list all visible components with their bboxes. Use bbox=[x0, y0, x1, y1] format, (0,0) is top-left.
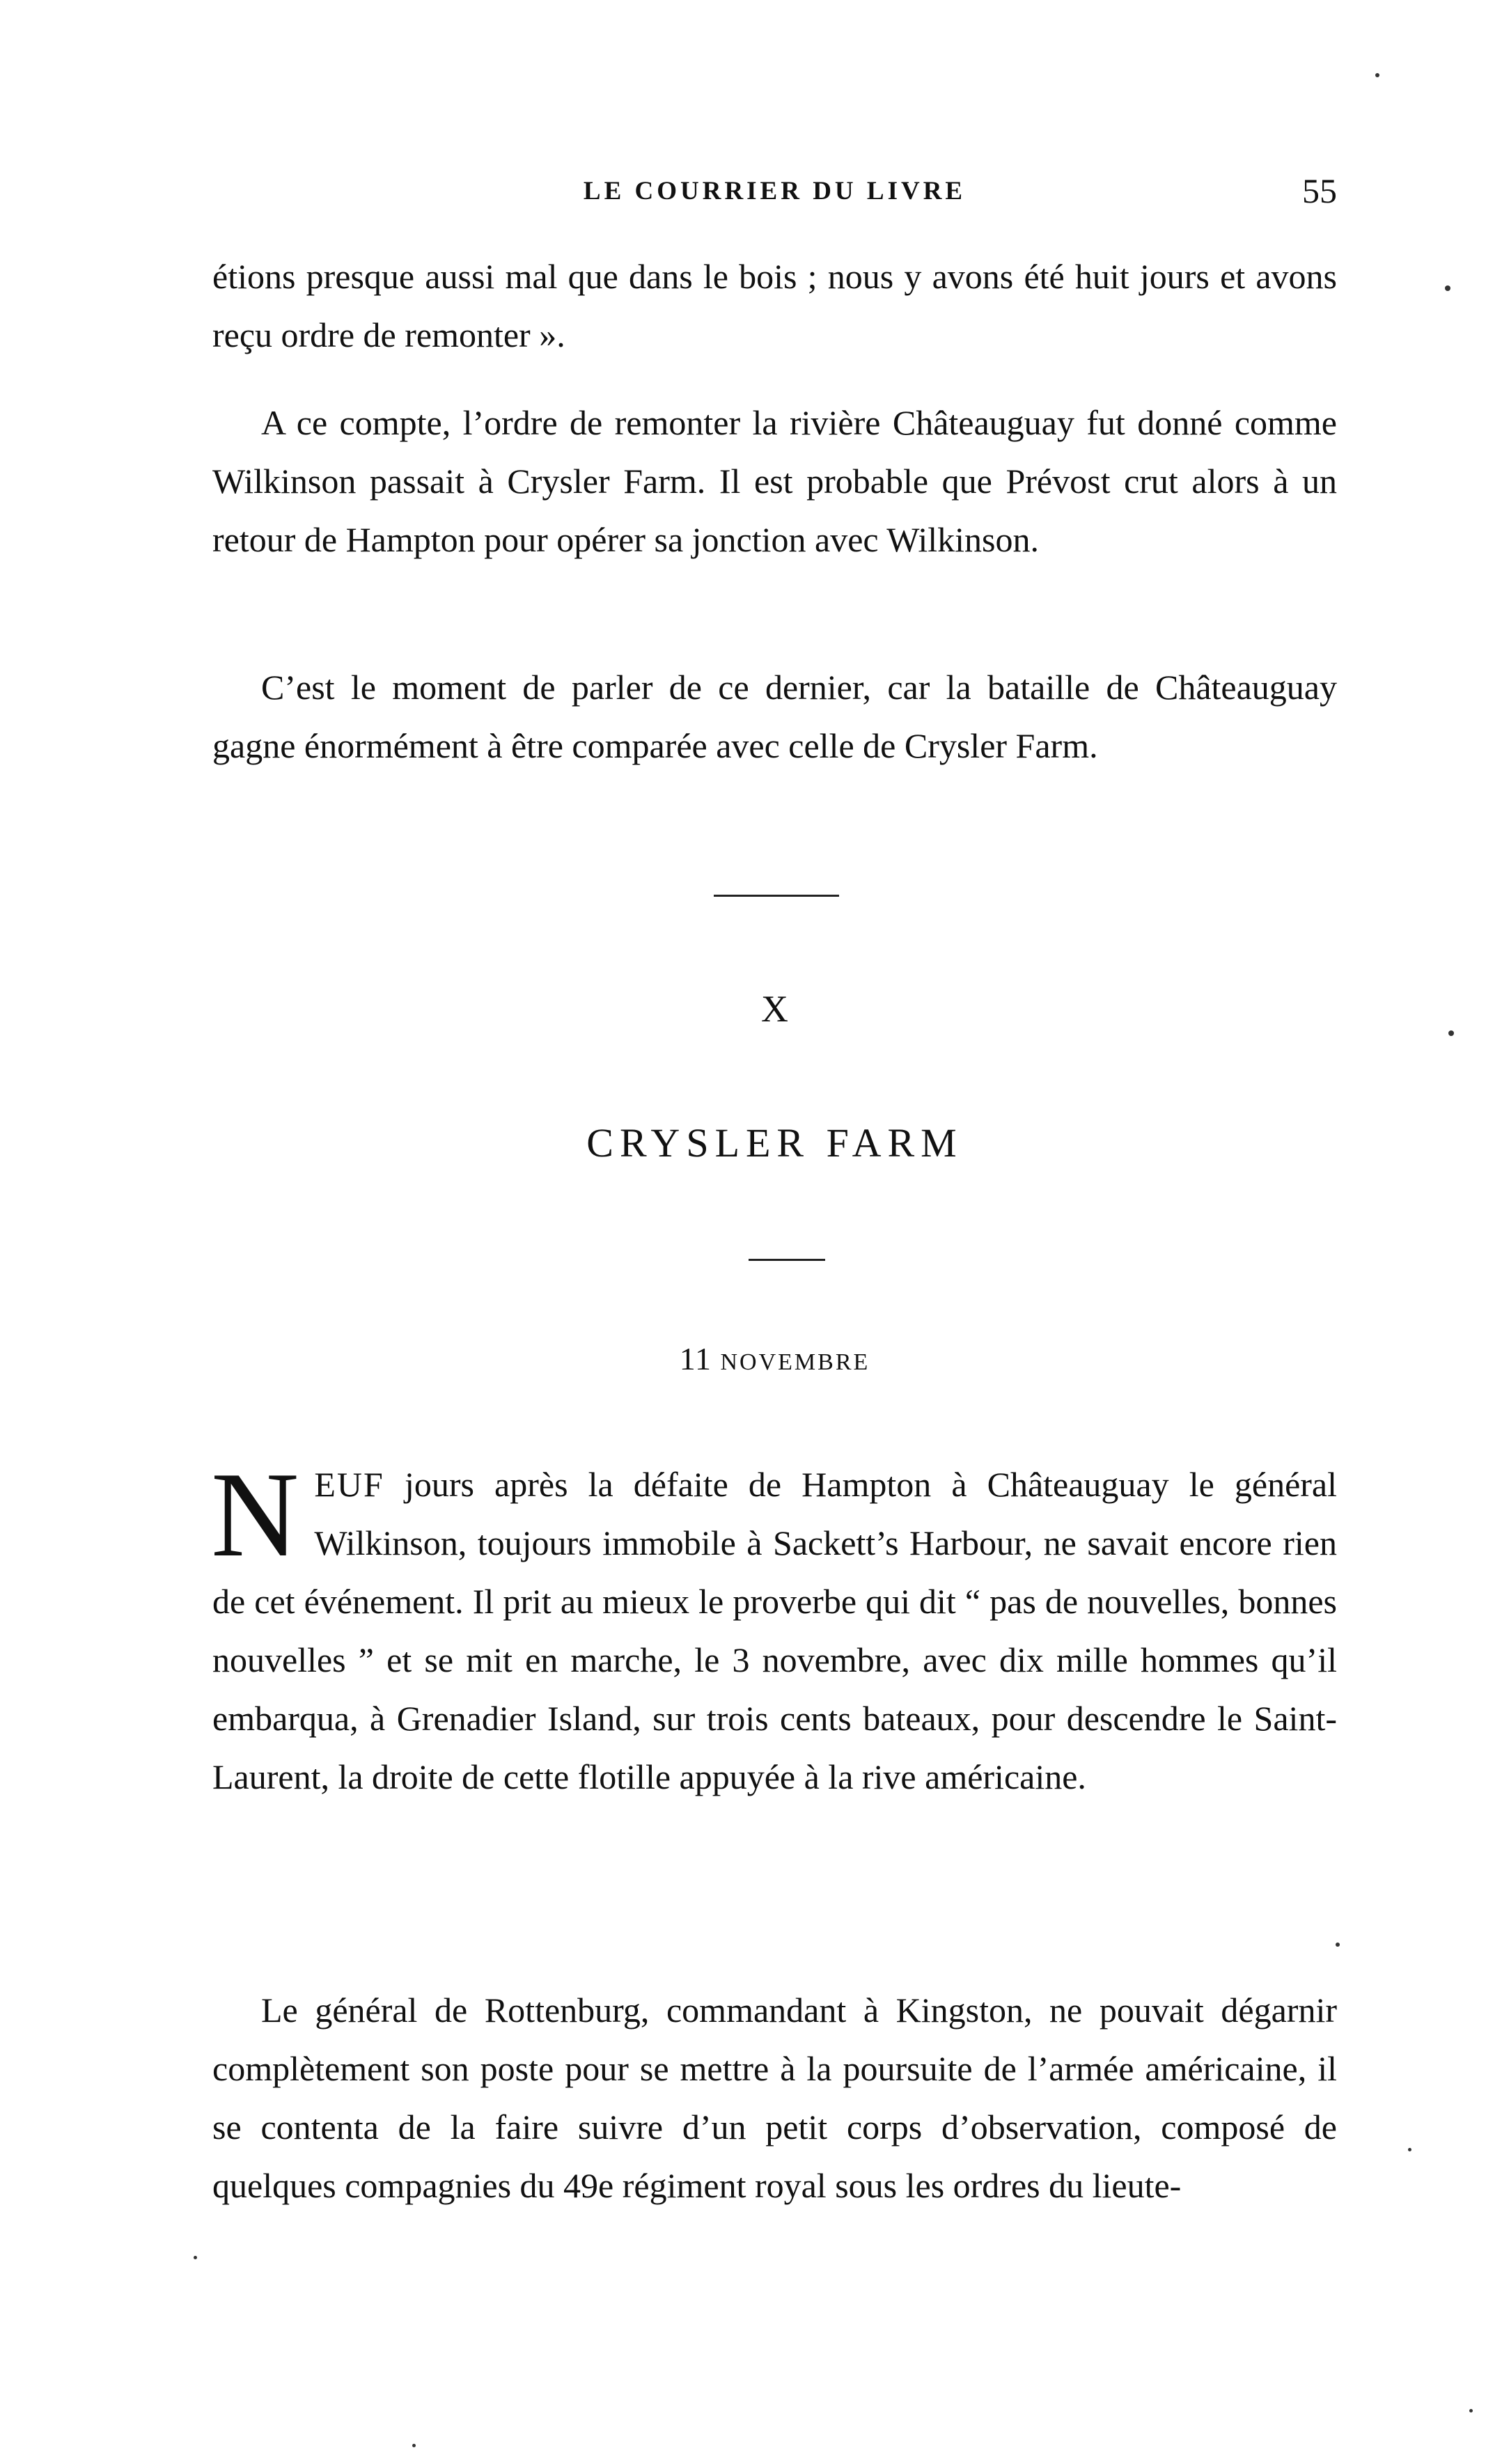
chapter-date-month: NOVEMBRE bbox=[720, 1349, 870, 1375]
paragraph-continuation: étions presque aussi mal que dans le bois ; nous y avons été huit jours et avons reçu ordre de remonter ». bbox=[212, 257, 1337, 354]
paragraph-opening bbox=[211, 1447, 1337, 1806]
chapter-number: X bbox=[761, 988, 788, 1030]
section-divider bbox=[714, 895, 839, 897]
chapter-date-day: 11 bbox=[679, 1341, 712, 1376]
paper-speck bbox=[1448, 1030, 1454, 1036]
paragraph-order-to-retreat: A ce compte, l’ordre de remonter la rivière Châteauguay fut donné comme Wilkinson passait à Crysler Farm. Il est probable que Prévost crut alors à un retour de Hampton pour opérer sa jonction avec Wilkinson. bbox=[212, 403, 1337, 559]
drop-cap: N bbox=[211, 1447, 299, 1582]
title-divider bbox=[749, 1259, 825, 1261]
running-title: LE COURRIER DU LIVRE bbox=[583, 177, 967, 205]
paper-speck bbox=[1445, 285, 1450, 291]
lead-in-caps: EUF bbox=[314, 1465, 384, 1504]
paragraph-opening-text: jours après la défaite de Hampton à Châteauguay le général Wilkinson, toujours immobile à Sackett’s Harbour, ne savait encore rien de cet événement. Il prit au mieux le proverbe qui dit “ pas de nouvelles, bonnes nouvelles ” et se mit en marche, le 3 novembre, avec dix mille hommes qu’il embarqua, à Grenadier Island, sur trois cents bateaux, pour descendre le Saint-Laurent, la droite de cette flotille appuyée à la rive américaine. bbox=[212, 1465, 1337, 1796]
paper-speck bbox=[1336, 1943, 1340, 1947]
paper-speck bbox=[194, 2256, 197, 2259]
paper-speck bbox=[1408, 2148, 1411, 2151]
chapter-date bbox=[212, 1340, 1337, 1377]
running-head bbox=[212, 171, 1337, 219]
paper-speck bbox=[412, 2444, 416, 2447]
paragraph-comparison: C’est le moment de parler de ce dernier, car la bataille de Châteauguay gagne énormément à être comparée avec celle de Crysler Farm. bbox=[212, 668, 1337, 765]
page-number: 55 bbox=[1302, 171, 1337, 210]
chapter-title: CRYSLER FARM bbox=[586, 1120, 963, 1166]
paper-speck bbox=[1375, 73, 1379, 77]
paper-speck bbox=[1469, 2409, 1473, 2412]
paragraph-rottenburg: Le général de Rottenburg, commandant à Kingston, ne pouvait dégarnir complètement son poste pour se mettre à la poursuite de l’armée américaine, il se contenta de la faire suivre d’un petit corps d’observation, composé de quelques compagnies du 49e régiment royal sous les ordres du lieute- bbox=[212, 1991, 1337, 2205]
